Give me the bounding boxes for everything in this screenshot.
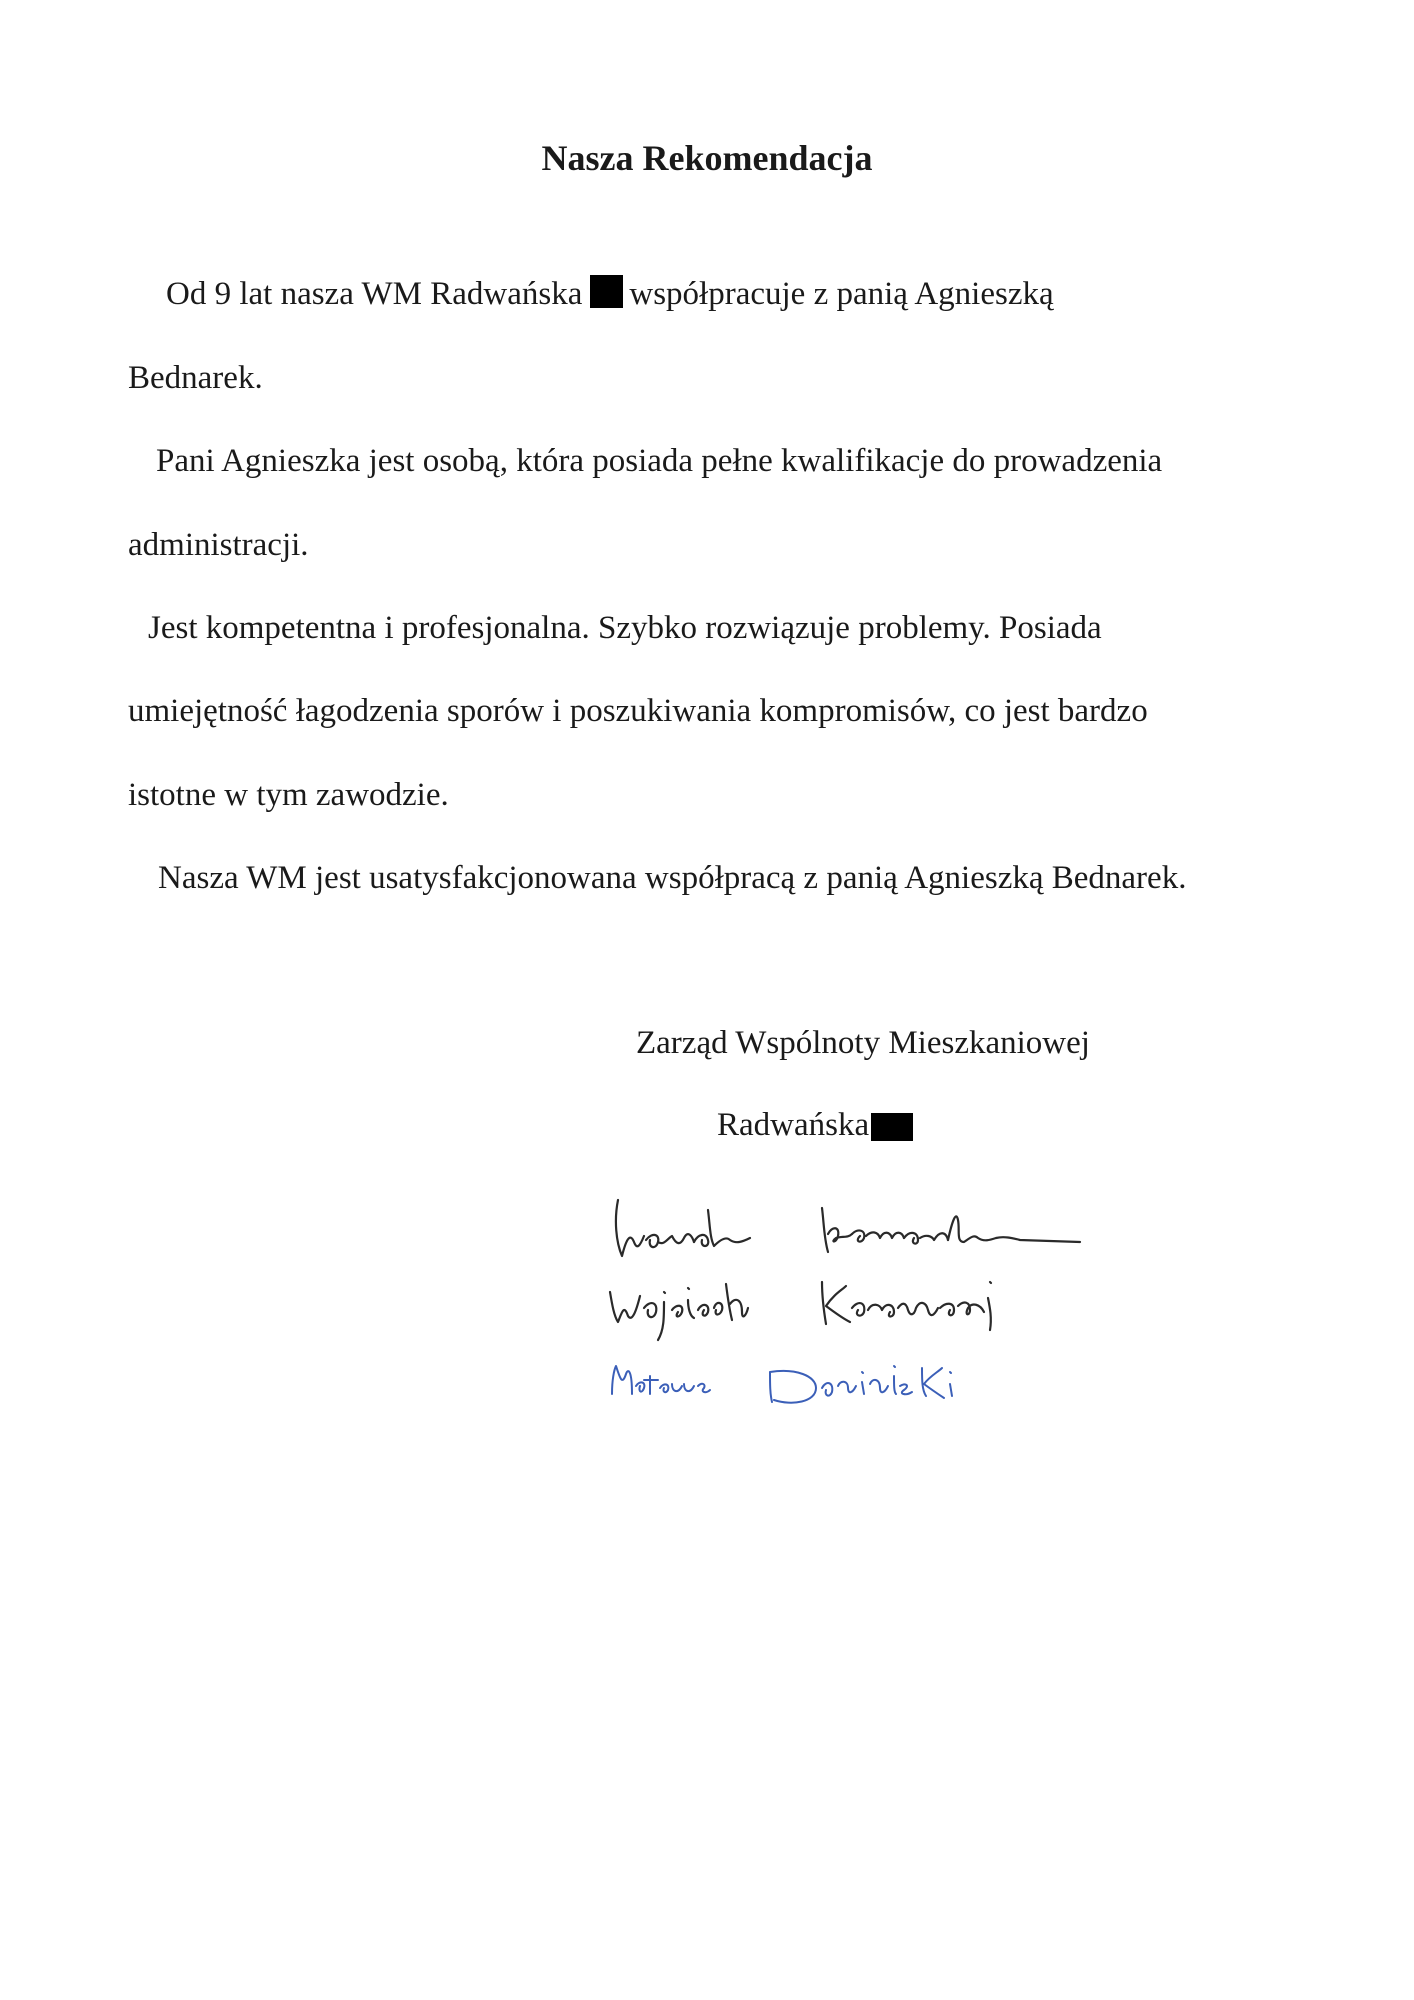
paragraph-3-line-3: istotne w tym zawodzie. [128, 777, 449, 813]
p1-text-before: Od 9 lat nasza WM Radwańska [166, 276, 583, 312]
p1-text-after: współpracuje z panią Agnieszką [629, 276, 1054, 312]
signature-wanda-kaczmarska [616, 1200, 1080, 1256]
paragraph-2-line-2: administracji. [128, 527, 309, 563]
signature-block-name: Radwańska [717, 1107, 870, 1143]
redaction-box-small [871, 1113, 913, 1141]
signature-wojciech-kaczmarski [610, 1282, 991, 1340]
signature-block-line-2 [717, 1105, 919, 1145]
paragraph-4-line-1: Nasza WM jest usatysfakcjonowana współpracą z panią Agnieszką Bednarek. [158, 860, 1187, 896]
paragraph-3-line-1: Jest kompetentna i profesjonalna. Szybko rozwiązuje problemy. Posiada [148, 610, 1102, 646]
signature-block-line-1: Zarząd Wspólnoty Mieszkaniowej [636, 1025, 1090, 1061]
redaction-box [590, 275, 623, 308]
paragraph-1-line-2: Bednarek. [128, 360, 263, 396]
signature-mateusz-doninski [612, 1366, 952, 1403]
paragraph-2-line-1: Pani Agnieszka jest osobą, która posiada pełne kwalifikacje do prowadzenia [156, 443, 1163, 479]
handwritten-signatures [560, 1180, 1200, 1450]
paragraph-3-line-2: umiejętność łagodzenia sporów i poszukiwania kompromisów, co jest bardzo [128, 693, 1148, 729]
paragraph-1-line-1 [166, 274, 1054, 314]
document-title: Nasza Rekomendacja [541, 138, 873, 178]
